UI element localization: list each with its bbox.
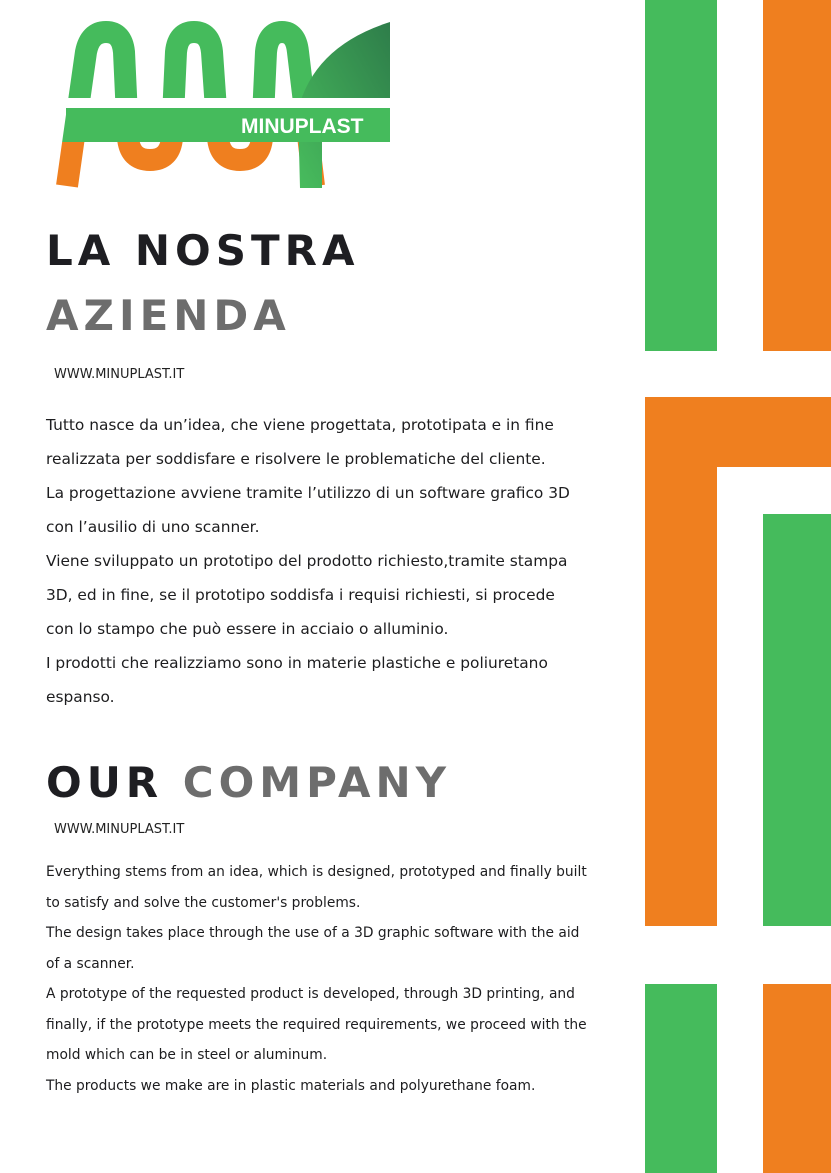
title-our: OUR: [46, 758, 164, 807]
intro-paragraph-it: [46, 408, 606, 714]
title-our-company: [46, 758, 452, 807]
text-line: Viene sviluppato un prototipo del prodotto richiesto,tramite stampa: [46, 552, 568, 570]
text-line: Everything stems from an idea, which is designed, prototyped and finally built: [46, 864, 587, 880]
text-line: mold which can be in steel or aluminum.: [46, 1047, 328, 1063]
logo-text: MINUPLAST: [241, 115, 364, 138]
text-line: espanso.: [46, 688, 115, 706]
website-url-en: WWW.MINUPLAST.IT: [54, 822, 185, 837]
text-line: to satisfy and solve the customer's problems.: [46, 894, 361, 911]
text-line: realizzata per soddisfare e risolvere le problematiche del cliente.: [46, 450, 546, 468]
text-line: 3D, ed in fine, se il prototipo soddisfa i requisi richiesti, si procede: [46, 586, 555, 604]
text-line: La progettazione avviene tramite l’utilizzo di un software grafico 3D: [46, 484, 570, 502]
minuplast-logo: [52, 20, 392, 188]
intro-paragraph-en: [46, 857, 616, 1101]
green-stripe-top: [645, 0, 717, 351]
text-line: finally, if the prototype meets the required requirements, we proceed with the: [46, 1016, 587, 1033]
website-url-it: WWW.MINUPLAST.IT: [54, 367, 185, 382]
title-la-nostra: LA NOSTRA: [46, 226, 360, 275]
text-line: I prodotti che realizziamo sono in materie plastiche e poliuretano: [46, 654, 548, 672]
title-azienda: AZIENDA: [46, 291, 291, 340]
text-line: con l’ausilio di uno scanner.: [46, 518, 260, 536]
orange-stripe-bottom: [763, 984, 831, 1173]
text-line: con lo stampo che può essere in acciaio o alluminio.: [46, 620, 449, 638]
title-company: COMPANY: [182, 758, 452, 807]
text-line: The design takes place through the use of a 3D graphic software with the aid: [46, 925, 580, 941]
text-line: The products we make are in plastic materials and polyurethane foam.: [46, 1077, 536, 1094]
text-line: of a scanner.: [46, 955, 135, 972]
text-line: A prototype of the requested product is developed, through 3D printing, and: [46, 986, 575, 1002]
text-line: Tutto nasce da un’idea, che viene progettata, prototipata e in fine: [46, 416, 554, 434]
orange-stripe-top: [763, 0, 831, 351]
green-stripe-middle: [763, 514, 831, 926]
orange-stripe-middle: [645, 397, 717, 926]
green-stripe-bottom: [645, 984, 717, 1173]
